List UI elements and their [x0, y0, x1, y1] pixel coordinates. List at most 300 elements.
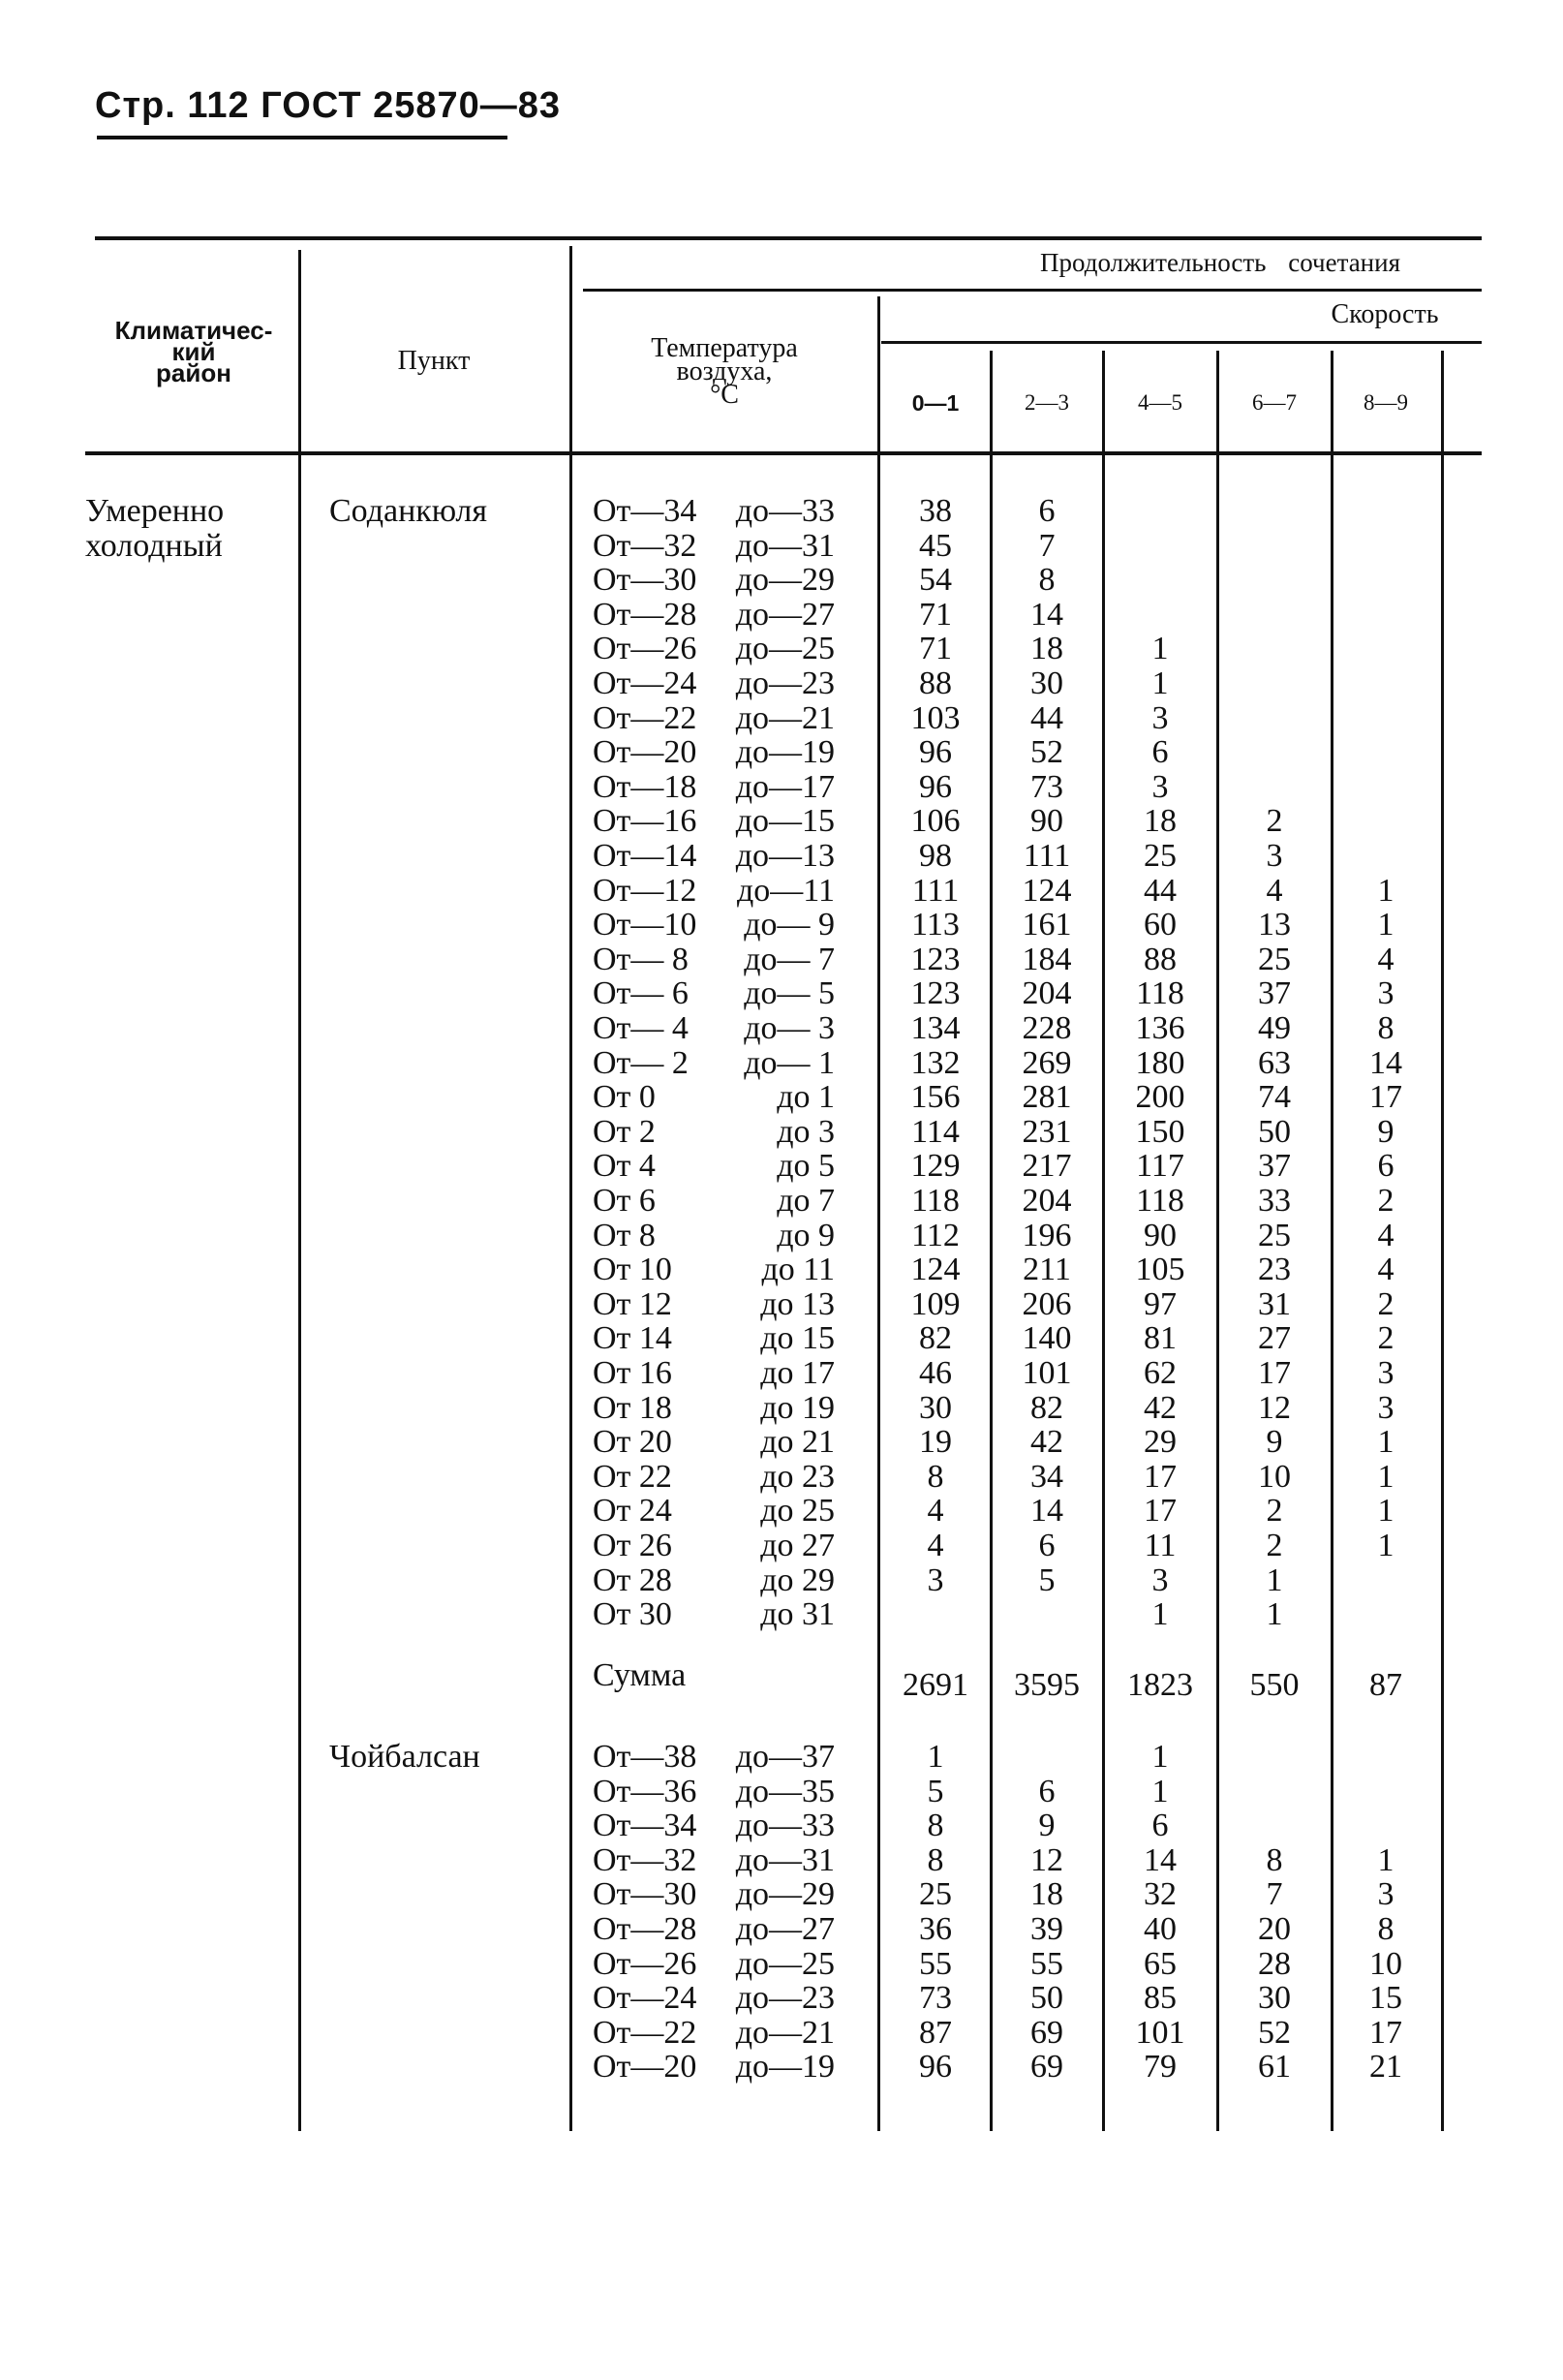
speed-value-4-5: 18 [1144, 803, 1177, 840]
speed-value-4-5: 11 [1144, 1528, 1177, 1563]
speed-value-2-3: 217 [1022, 1148, 1072, 1185]
temperature-from: От—14 [593, 838, 697, 874]
speed-value-8-9: 1 [1377, 872, 1394, 909]
speed-value-8-9: 2 [1377, 1320, 1394, 1357]
speed-value-6-7: 20 [1258, 1911, 1291, 1947]
temperature-from: От 30 [593, 1596, 672, 1633]
speed-value-4-5: 1 [1151, 1773, 1169, 1809]
header-speed-8-9: 8—9 [1364, 390, 1408, 415]
speed-value-8-9: 17 [1369, 2014, 1402, 2051]
table-row [0, 1184, 1563, 1219]
header-point: Пункт [397, 346, 471, 376]
speed-value-0-1: 123 [910, 941, 961, 977]
speed-value-6-7: 23 [1258, 1252, 1291, 1288]
speed-value-0-1: 118 [911, 1183, 960, 1219]
speed-value-4-5: 3 [1151, 768, 1169, 805]
table-row [0, 632, 1563, 666]
speed-value-0-1: 30 [919, 1389, 952, 1426]
temperature-to: до—27 [735, 596, 835, 633]
temperature-from: От 14 [593, 1320, 672, 1357]
temperature-from: От—38 [593, 1739, 697, 1775]
table-row [0, 1011, 1563, 1046]
sum-value: 3595 [1014, 1667, 1080, 1703]
speed-value-0-1: 38 [919, 493, 952, 529]
speed-value-4-5: 136 [1135, 1010, 1185, 1046]
speed-value-8-9: 15 [1369, 1980, 1402, 2017]
temperature-from: От—22 [593, 2014, 697, 2051]
table-row [0, 1981, 1563, 2016]
speed-value-4-5: 180 [1135, 1044, 1185, 1081]
temperature-to: до—27 [735, 1911, 835, 1947]
speed-value-4-5: 3 [1151, 699, 1169, 736]
speed-value-8-9: 14 [1369, 1044, 1402, 1081]
speed-value-2-3: 184 [1022, 941, 1072, 977]
speed-value-4-5: 85 [1144, 1980, 1177, 2017]
speed-value-6-7: 37 [1258, 1148, 1291, 1185]
speed-value-0-1: 55 [919, 1945, 952, 1982]
table-row [0, 804, 1563, 839]
speed-value-2-3: 44 [1030, 699, 1063, 736]
speed-value-0-1: 114 [911, 1113, 960, 1150]
speed-value-8-9: 3 [1377, 1355, 1394, 1391]
table-row [0, 1425, 1563, 1460]
speed-value-6-7: 7 [1266, 1876, 1283, 1913]
temperature-to: до 17 [760, 1355, 835, 1391]
speed-value-0-1: 5 [927, 1773, 944, 1809]
table-row [0, 1080, 1563, 1115]
temperature-to: до 7 [777, 1183, 835, 1219]
header-underline [97, 136, 507, 139]
table-row [0, 1529, 1563, 1563]
table-row [0, 2050, 1563, 2085]
sum-row [0, 1657, 1563, 1703]
speed-value-2-3: 206 [1022, 1285, 1072, 1322]
speed-value-0-1: 4 [927, 1493, 944, 1530]
sum-value: 87 [1369, 1667, 1402, 1703]
speed-value-6-7: 2 [1266, 1493, 1283, 1530]
speed-value-0-1: 46 [919, 1355, 952, 1391]
speed-value-8-9: 2 [1377, 1183, 1394, 1219]
speed-value-2-3: 204 [1022, 975, 1072, 1012]
temperature-from: От 8 [593, 1217, 656, 1253]
table-row [0, 908, 1563, 943]
temperature-from: От— 2 [593, 1044, 689, 1081]
speed-value-0-1: 82 [919, 1320, 952, 1357]
header-duration: Продолжительность сочетания [1040, 248, 1400, 277]
speed-value-0-1: 71 [919, 631, 952, 667]
temperature-from: От—30 [593, 1876, 697, 1913]
speed-value-6-7: 2 [1266, 1528, 1283, 1563]
table-row [0, 1912, 1563, 1947]
speed-value-4-5: 150 [1135, 1113, 1185, 1150]
speed-value-0-1: 134 [910, 1010, 961, 1046]
temperature-from: От 2 [593, 1113, 656, 1150]
speed-value-6-7: 1 [1266, 1596, 1283, 1633]
speed-value-2-3: 52 [1030, 734, 1063, 771]
speed-value-4-5: 90 [1144, 1217, 1177, 1253]
temperature-from: От 20 [593, 1424, 672, 1461]
table-row [0, 494, 1563, 529]
speed-value-2-3: 211 [1023, 1252, 1071, 1288]
speed-value-2-3: 42 [1030, 1424, 1063, 1461]
speed-value-2-3: 90 [1030, 803, 1063, 840]
speed-value-2-3: 204 [1022, 1183, 1072, 1219]
speed-value-0-1: 45 [919, 527, 952, 564]
speed-value-0-1: 98 [919, 838, 952, 874]
speed-value-2-3: 7 [1038, 527, 1056, 564]
speed-value-2-3: 30 [1030, 665, 1063, 701]
speed-value-6-7: 1 [1266, 1561, 1283, 1598]
temperature-from: От—24 [593, 665, 697, 701]
speed-value-8-9: 1 [1377, 1528, 1394, 1563]
speed-value-4-5: 1 [1151, 665, 1169, 701]
speed-value-4-5: 3 [1151, 1561, 1169, 1598]
temperature-from: От—22 [593, 699, 697, 736]
speed-value-2-3: 8 [1038, 562, 1056, 599]
speed-value-6-7: 74 [1258, 1079, 1291, 1116]
speed-value-0-1: 71 [919, 596, 952, 633]
speed-value-6-7: 49 [1258, 1010, 1291, 1046]
speed-value-4-5: 60 [1144, 907, 1177, 943]
speed-value-0-1: 96 [919, 768, 952, 805]
speed-value-4-5: 200 [1135, 1079, 1185, 1116]
temperature-to: до 21 [760, 1424, 835, 1461]
speed-value-6-7: 4 [1266, 872, 1283, 909]
temperature-from: От 26 [593, 1528, 672, 1563]
temperature-from: От—26 [593, 631, 697, 667]
speed-value-4-5: 29 [1144, 1424, 1177, 1461]
speed-value-2-3: 101 [1022, 1355, 1072, 1391]
speed-value-4-5: 65 [1144, 1945, 1177, 1982]
speed-value-0-1: 25 [919, 1876, 952, 1913]
temperature-to: до—37 [735, 1739, 835, 1775]
temperature-from: От— 6 [593, 975, 689, 1012]
speed-value-8-9: 21 [1369, 2049, 1402, 2086]
temperature-to: до—29 [735, 1876, 835, 1913]
table-row [0, 1843, 1563, 1878]
speed-value-8-9: 9 [1377, 1113, 1394, 1150]
speed-value-2-3: 196 [1022, 1217, 1072, 1253]
temperature-to: до 27 [760, 1528, 835, 1563]
speed-value-0-1: 54 [919, 562, 952, 599]
speed-value-6-7: 37 [1258, 975, 1291, 1012]
speed-value-2-3: 231 [1022, 1113, 1072, 1150]
table-row [0, 1740, 1563, 1775]
temperature-to: до—19 [735, 2049, 835, 2086]
speed-value-8-9: 8 [1377, 1010, 1394, 1046]
temperature-from: От—32 [593, 527, 697, 564]
speed-value-2-3: 6 [1038, 493, 1056, 529]
speed-value-0-1: 87 [919, 2014, 952, 2051]
temperature-from: От—26 [593, 1945, 697, 1982]
header-region: Климатичес- кий район [114, 316, 273, 387]
speed-value-8-9: 4 [1377, 941, 1394, 977]
table-row [0, 976, 1563, 1011]
table-row [0, 874, 1563, 909]
temperature-to: до—33 [735, 1808, 835, 1844]
speed-rule [881, 341, 1482, 344]
temperature-to: до—33 [735, 493, 835, 529]
speed-value-8-9: 6 [1377, 1148, 1394, 1185]
temperature-to: до—23 [735, 665, 835, 701]
speed-value-0-1: 8 [927, 1841, 944, 1878]
station-name-choibalsan: Чойбалсан [329, 1739, 480, 1775]
speed-value-4-5: 6 [1151, 1808, 1169, 1844]
temperature-to: до—11 [736, 872, 835, 909]
speed-value-4-5: 88 [1144, 941, 1177, 977]
table-row [0, 1219, 1563, 1253]
speed-value-8-9: 3 [1377, 1876, 1394, 1913]
speed-value-2-3: 111 [1023, 838, 1071, 874]
speed-value-4-5: 1 [1151, 1739, 1169, 1775]
temperature-from: От—10 [593, 907, 697, 943]
speed-value-8-9: 4 [1377, 1252, 1394, 1288]
speed-value-0-1: 111 [911, 872, 960, 909]
speed-value-6-7: 31 [1258, 1285, 1291, 1322]
speed-value-0-1: 4 [927, 1528, 944, 1563]
temperature-from: От—16 [593, 803, 697, 840]
table-row [0, 943, 1563, 977]
speed-value-4-5: 17 [1144, 1493, 1177, 1530]
speed-value-8-9: 2 [1377, 1285, 1394, 1322]
speed-value-4-5: 1 [1151, 1596, 1169, 1633]
temperature-to: до 13 [760, 1285, 835, 1322]
speed-value-6-7: 63 [1258, 1044, 1291, 1081]
header-temperature: Температура воздуха, °С [651, 333, 798, 410]
speed-value-2-3: 69 [1030, 2014, 1063, 2051]
speed-value-4-5: 118 [1136, 975, 1184, 1012]
speed-value-0-1: 1 [927, 1739, 944, 1775]
table-row [0, 598, 1563, 633]
speed-value-6-7: 61 [1258, 2049, 1291, 2086]
region-name: Умеренно холодный [85, 493, 225, 564]
speed-value-0-1: 88 [919, 665, 952, 701]
sum-value: 2691 [903, 1667, 968, 1703]
speed-value-0-1: 156 [910, 1079, 961, 1116]
speed-value-4-5: 40 [1144, 1911, 1177, 1947]
speed-value-0-1: 96 [919, 734, 952, 771]
table-row [0, 1775, 1563, 1809]
temperature-to: до 9 [777, 1217, 835, 1253]
speed-value-4-5: 79 [1144, 2049, 1177, 2086]
speed-value-8-9: 1 [1377, 1458, 1394, 1495]
speed-value-4-5: 97 [1144, 1285, 1177, 1322]
table-top-rule [95, 236, 1482, 240]
temperature-from: От—20 [593, 734, 697, 771]
temperature-from: От 22 [593, 1458, 672, 1495]
speed-value-0-1: 132 [910, 1044, 961, 1081]
speed-value-2-3: 14 [1030, 596, 1063, 633]
temperature-to: до 5 [777, 1148, 835, 1185]
speed-value-2-3: 18 [1030, 631, 1063, 667]
table-row [0, 1877, 1563, 1912]
speed-value-8-9: 3 [1377, 975, 1394, 1012]
speed-value-2-3: 82 [1030, 1389, 1063, 1426]
temperature-to: до— 3 [744, 1010, 835, 1046]
speed-value-0-1: 36 [919, 1911, 952, 1947]
speed-value-2-3: 50 [1030, 1980, 1063, 2017]
temperature-to: до— 7 [744, 941, 835, 977]
speed-value-4-5: 42 [1144, 1389, 1177, 1426]
speed-value-6-7: 28 [1258, 1945, 1291, 1982]
station-name-sodankyla: Соданкюля [329, 493, 487, 529]
speed-value-6-7: 3 [1266, 838, 1283, 874]
header-speed: Скорость [1331, 299, 1439, 329]
speed-value-4-5: 14 [1144, 1841, 1177, 1878]
header-bottom-rule [85, 451, 1482, 455]
temperature-to: до—19 [735, 734, 835, 771]
speed-value-8-9: 1 [1377, 1493, 1394, 1530]
speed-value-6-7: 25 [1258, 941, 1291, 977]
temperature-to: до 19 [760, 1389, 835, 1426]
speed-value-8-9: 4 [1377, 1217, 1394, 1253]
temperature-from: От 10 [593, 1252, 672, 1288]
speed-value-6-7: 52 [1258, 2014, 1291, 2051]
temperature-to: до—31 [735, 1841, 835, 1878]
sum-value: 1823 [1127, 1667, 1193, 1703]
temperature-to: до—29 [735, 562, 835, 599]
speed-value-0-1: 3 [927, 1561, 944, 1598]
temperature-to: до—21 [735, 2014, 835, 2051]
speed-value-2-3: 6 [1038, 1528, 1056, 1563]
speed-value-2-3: 6 [1038, 1773, 1056, 1809]
speed-value-4-5: 81 [1144, 1320, 1177, 1357]
table-row [0, 1287, 1563, 1322]
speed-value-4-5: 17 [1144, 1458, 1177, 1495]
speed-value-8-9: 3 [1377, 1389, 1394, 1426]
speed-value-4-5: 32 [1144, 1876, 1177, 1913]
table-row [0, 1252, 1563, 1287]
speed-value-0-1: 112 [911, 1217, 960, 1253]
temperature-to: до 15 [760, 1320, 835, 1357]
page-header: Стр. 112 ГОСТ 25870—83 [95, 85, 562, 126]
temperature-to: до 25 [760, 1493, 835, 1530]
temperature-from: От—20 [593, 2049, 697, 2086]
table-row [0, 1115, 1563, 1150]
speed-value-8-9: 8 [1377, 1911, 1394, 1947]
table-row [0, 1321, 1563, 1356]
temperature-to: до—25 [735, 631, 835, 667]
temperature-from: От 0 [593, 1079, 656, 1116]
speed-value-0-1: 123 [910, 975, 961, 1012]
temperature-to: до—35 [735, 1773, 835, 1809]
temperature-to: до—17 [735, 768, 835, 805]
temperature-from: От—34 [593, 1808, 697, 1844]
temperature-from: От 28 [593, 1561, 672, 1598]
table-row [0, 1808, 1563, 1843]
speed-value-6-7: 50 [1258, 1113, 1291, 1150]
speed-value-2-3: 69 [1030, 2049, 1063, 2086]
temperature-from: От—30 [593, 562, 697, 599]
speed-value-0-1: 124 [910, 1252, 961, 1288]
speed-value-4-5: 101 [1135, 2014, 1185, 2051]
temperature-from: От—36 [593, 1773, 697, 1809]
speed-value-0-1: 109 [910, 1285, 961, 1322]
temperature-from: От 18 [593, 1389, 672, 1426]
speed-value-2-3: 73 [1030, 768, 1063, 805]
temperature-to: до—15 [735, 803, 835, 840]
speed-value-8-9: 17 [1369, 1079, 1402, 1116]
speed-value-6-7: 8 [1266, 1841, 1283, 1878]
table-row [0, 1460, 1563, 1495]
speed-value-4-5: 1 [1151, 631, 1169, 667]
speed-value-8-9: 1 [1377, 907, 1394, 943]
temperature-to: до 29 [760, 1561, 835, 1598]
temperature-from: От 16 [593, 1355, 672, 1391]
speed-value-4-5: 118 [1136, 1183, 1184, 1219]
speed-value-0-1: 96 [919, 2049, 952, 2086]
speed-value-6-7: 10 [1258, 1458, 1291, 1495]
speed-value-6-7: 13 [1258, 907, 1291, 943]
header-speed-6-7: 6—7 [1252, 390, 1297, 415]
speed-value-4-5: 44 [1144, 872, 1177, 909]
speed-value-4-5: 25 [1144, 838, 1177, 874]
table-row [0, 1149, 1563, 1184]
temperature-from: От— 4 [593, 1010, 689, 1046]
temperature-to: до—23 [735, 1980, 835, 2017]
speed-value-8-9: 1 [1377, 1424, 1394, 1461]
temperature-from: От—24 [593, 1980, 697, 2017]
speed-value-2-3: 12 [1030, 1841, 1063, 1878]
temperature-to: до—21 [735, 699, 835, 736]
table-row [0, 839, 1563, 874]
speed-value-0-1: 8 [927, 1808, 944, 1844]
speed-value-2-3: 228 [1022, 1010, 1072, 1046]
temperature-from: От—12 [593, 872, 697, 909]
header-speed-0-1: 0—1 [911, 390, 960, 416]
temperature-to: до 23 [760, 1458, 835, 1495]
speed-value-6-7: 25 [1258, 1217, 1291, 1253]
speed-value-0-1: 73 [919, 1980, 952, 2017]
speed-value-4-5: 117 [1136, 1148, 1184, 1185]
speed-value-0-1: 103 [910, 699, 961, 736]
sum-label: Сумма [593, 1657, 687, 1693]
temperature-to: до— 5 [744, 975, 835, 1012]
table-row [0, 701, 1563, 736]
temperature-from: От—28 [593, 1911, 697, 1947]
table-row [0, 1391, 1563, 1426]
speed-value-2-3: 39 [1030, 1911, 1063, 1947]
speed-value-4-5: 105 [1135, 1252, 1185, 1288]
temperature-from: От 24 [593, 1493, 672, 1530]
speed-value-0-1: 129 [910, 1148, 961, 1185]
table-row [0, 529, 1563, 564]
table-row [0, 563, 1563, 598]
speed-value-2-3: 18 [1030, 1876, 1063, 1913]
table-row [0, 2016, 1563, 2051]
header-speed-4-5: 4—5 [1138, 390, 1182, 415]
temperature-from: От—34 [593, 493, 697, 529]
speed-value-6-7: 30 [1258, 1980, 1291, 2017]
table-row [0, 770, 1563, 805]
temperature-to: до—25 [735, 1945, 835, 1982]
speed-value-8-9: 10 [1369, 1945, 1402, 1982]
speed-value-2-3: 124 [1022, 872, 1072, 909]
speed-value-6-7: 33 [1258, 1183, 1291, 1219]
temperature-from: От—32 [593, 1841, 697, 1878]
speed-value-0-1: 113 [911, 907, 960, 943]
speed-value-2-3: 140 [1022, 1320, 1072, 1357]
temperature-from: От—18 [593, 768, 697, 805]
table-row [0, 1356, 1563, 1391]
speed-value-6-7: 12 [1258, 1389, 1291, 1426]
speed-value-2-3: 269 [1022, 1044, 1072, 1081]
table-row [0, 1046, 1563, 1081]
speed-value-4-5: 6 [1151, 734, 1169, 771]
speed-value-0-1: 8 [927, 1458, 944, 1495]
table-row [0, 1947, 1563, 1982]
speed-value-2-3: 9 [1038, 1808, 1056, 1844]
